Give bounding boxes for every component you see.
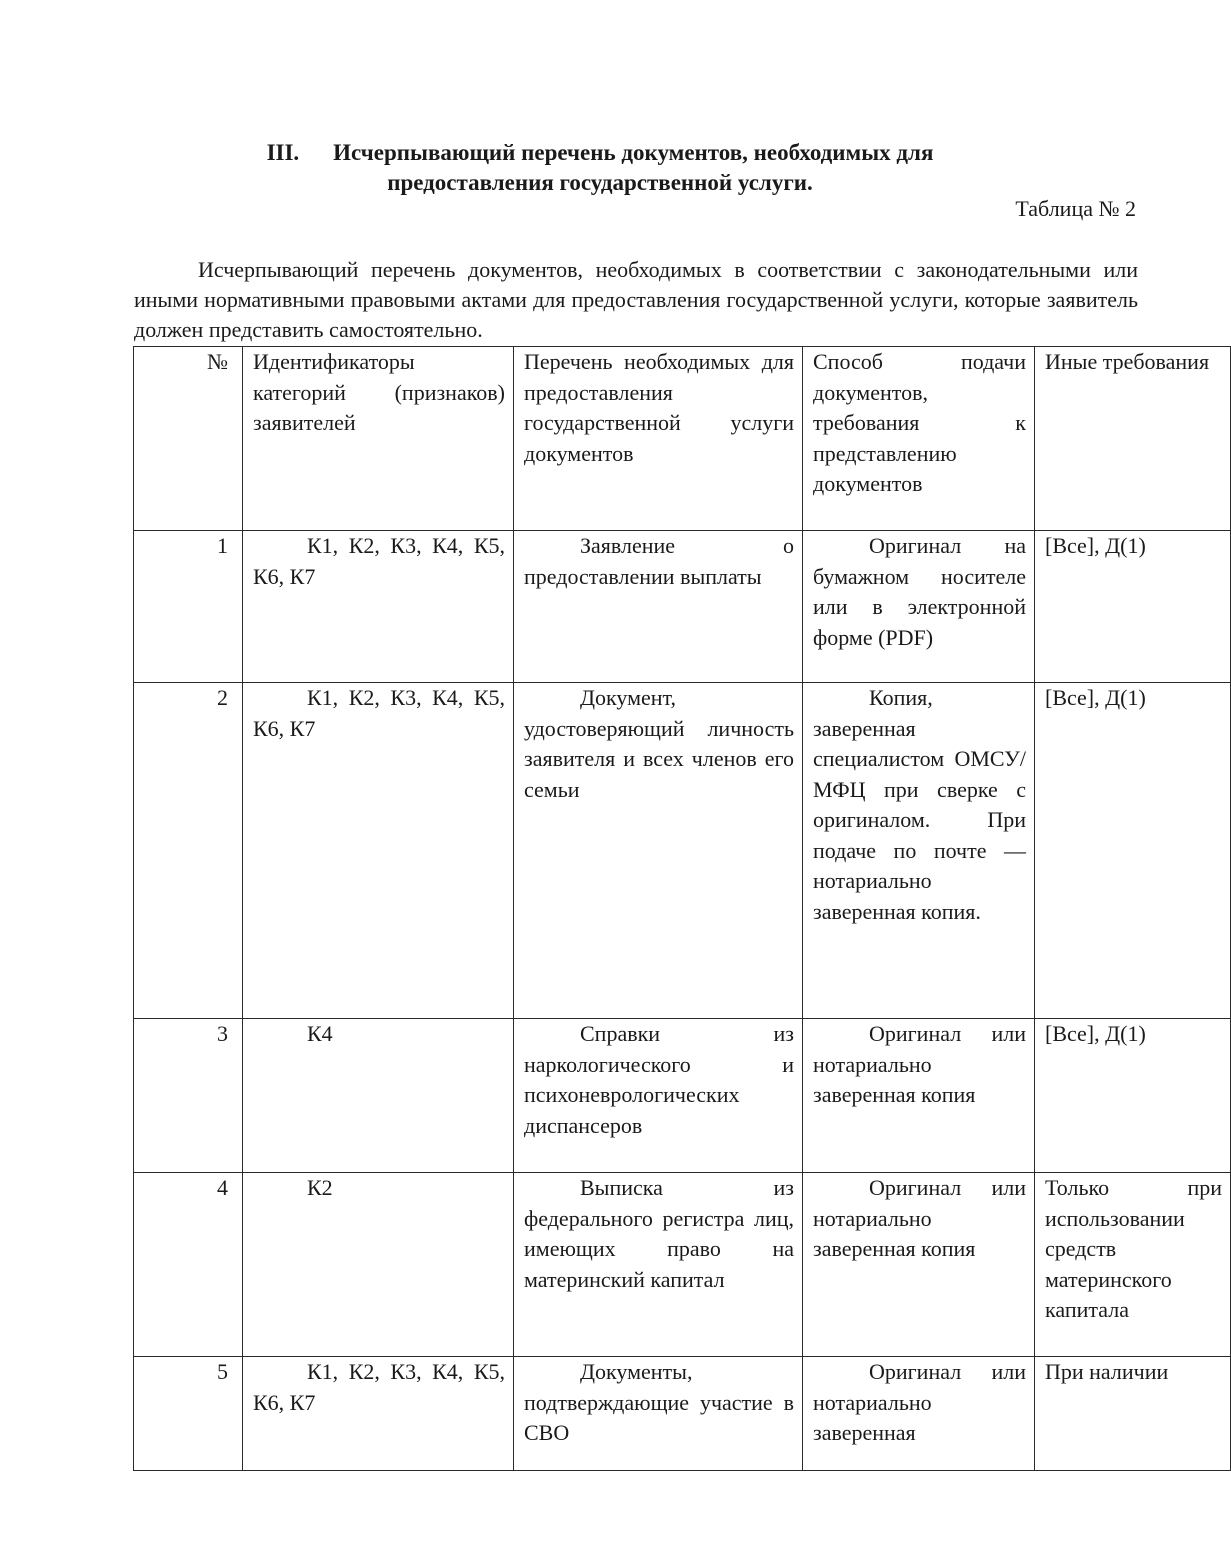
row-number: 2 [134,683,243,1019]
row-other: Только при использовании средств материнского капитала [1035,1173,1231,1357]
row-other: [Все], Д(1) [1035,1019,1231,1173]
row-categories: К1, К2, К3, К4, К5, К6, К7 [243,531,514,683]
row-categories: К2 [243,1173,514,1357]
row-method: Оригинал на бумажном носителе или в электронной форме (PDF) [803,531,1035,683]
table-row [134,1173,1231,1357]
table-row [134,1019,1231,1173]
header-number: № [134,347,243,531]
row-method: Оригинал или нотариально заверенная копия [803,1173,1035,1357]
row-document: Заявление о предоставлении выплаты [514,531,803,683]
header-categories: Идентификаторы категорий (признаков) заявителей [243,347,514,531]
row-other: При наличии [1035,1357,1231,1471]
row-document: Справки из наркологического и психоневрологических диспансеров [514,1019,803,1173]
row-document: Документы, подтверждающие участие в СВО [514,1357,803,1471]
row-document: Документ, удостоверяющий личность заявителя и всех членов его семьи [514,683,803,1019]
section-number: III. [266,140,300,165]
documents-table [133,346,1231,1471]
row-number: 5 [134,1357,243,1471]
header-method: Способ подачи документов, требования к представлению документов [803,347,1035,531]
section-title-line-1: Исчерпывающий перечень документов, необходимых для [333,140,934,165]
row-method: Копия, заверенная специалистом ОМСУ/МФЦ при сверке с оригиналом. При подаче по почте — нотариально заверенная копия. [803,683,1035,1019]
row-categories: К1, К2, К3, К4, К5, К6, К7 [243,683,514,1019]
table-label: Таблица № 2 [1015,196,1136,221]
section-title-line-2: предоставления государственной услуги. [387,170,813,195]
row-categories: К4 [243,1019,514,1173]
row-other: [Все], Д(1) [1035,531,1231,683]
header-other: Иные требования [1035,347,1231,531]
row-method: Оригинал или нотариально заверенная [803,1357,1035,1471]
row-number: 4 [134,1173,243,1357]
section-heading [0,138,1200,198]
row-number: 1 [134,531,243,683]
table-header-row [134,347,1231,531]
row-method: Оригинал или нотариально заверенная копия [803,1019,1035,1173]
table-row [134,1357,1231,1471]
table-row [134,531,1231,683]
row-other: [Все], Д(1) [1035,683,1231,1019]
row-number: 3 [134,1019,243,1173]
table-row [134,683,1231,1019]
intro-paragraph: Исчерпывающий перечень документов, необходимых в соответствии с законодательными или иными нормативными правовыми актами для предоставления государственной услуги, которые заявитель должен представить самостоятельно. [134,257,1138,342]
header-documents: Перечень необходимых для предоставления государственной услуги документов [514,347,803,531]
row-document: Выписка из федерального регистра лиц, имеющих право на материнский капитал [514,1173,803,1357]
row-categories: К1, К2, К3, К4, К5, К6, К7 [243,1357,514,1471]
